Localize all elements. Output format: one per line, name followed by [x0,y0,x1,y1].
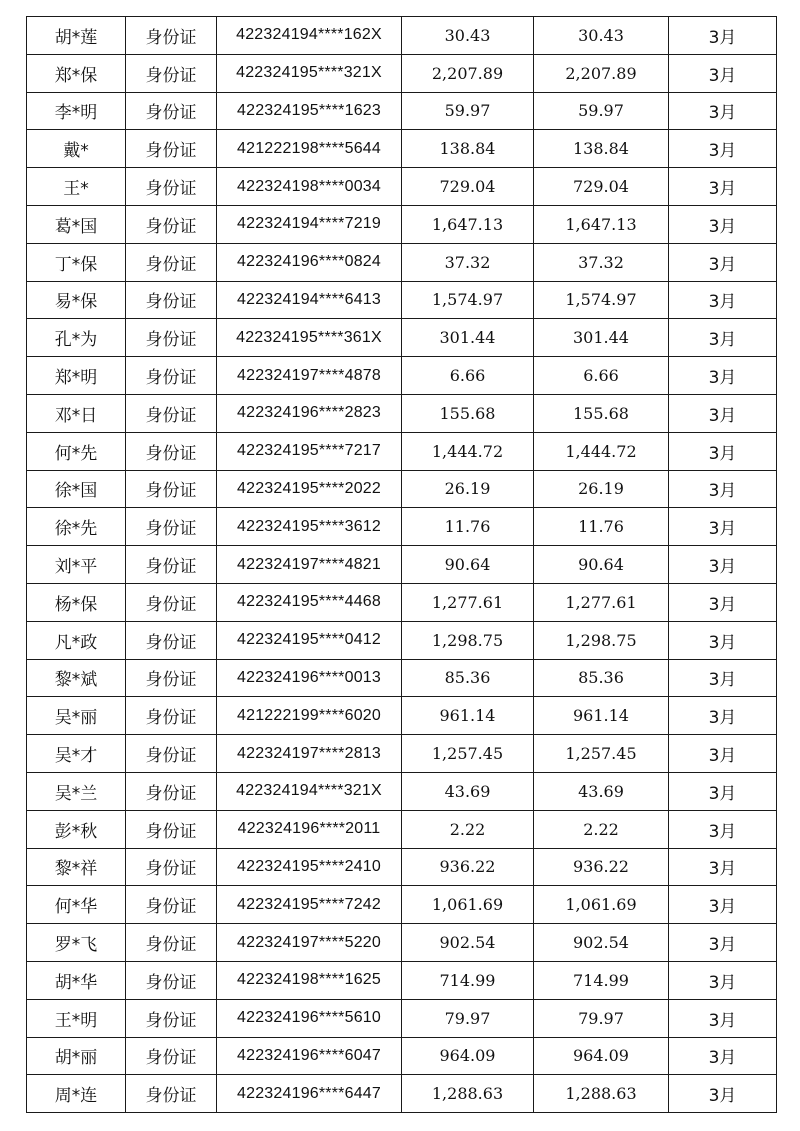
name-cell: 吴*才 [27,735,126,773]
table-row [27,92,777,130]
id-number-cell: 422324196****6047 [217,1037,402,1075]
name-cell: 黎*斌 [27,659,126,697]
amount-2-cell: 1,288.63 [534,1075,669,1113]
name-cell: 罗*飞 [27,924,126,962]
id-number-cell: 422324197****2813 [217,735,402,773]
table-row [27,1037,777,1075]
id-number-cell: 422324195****0412 [217,621,402,659]
name-cell: 刘*平 [27,546,126,584]
amount-1-cell: 902.54 [402,924,534,962]
amount-1-cell: 936.22 [402,848,534,886]
amount-2-cell: 30.43 [534,17,669,55]
id-number-cell: 422324195****321X [217,54,402,92]
id-number-cell: 422324194****321X [217,772,402,810]
month-cell: 3月 [669,961,777,999]
id-number-cell: 422324194****162X [217,17,402,55]
table-row [27,243,777,281]
month-cell: 3月 [669,886,777,924]
month-cell: 3月 [669,848,777,886]
name-cell: 王*明 [27,999,126,1037]
name-cell: 邓*日 [27,394,126,432]
name-cell: 王* [27,168,126,206]
table-row [27,659,777,697]
table-row [27,130,777,168]
amount-1-cell: 1,298.75 [402,621,534,659]
amount-1-cell: 43.69 [402,772,534,810]
records-table-body [27,17,777,1113]
id-type-cell: 身份证 [126,168,217,206]
amount-1-cell: 301.44 [402,319,534,357]
table-row [27,621,777,659]
id-number-cell: 422324197****5220 [217,924,402,962]
amount-2-cell: 37.32 [534,243,669,281]
table-row [27,546,777,584]
table-row [27,924,777,962]
month-cell: 3月 [669,583,777,621]
amount-2-cell: 1,444.72 [534,432,669,470]
id-type-cell: 身份证 [126,319,217,357]
id-number-cell: 422324195****361X [217,319,402,357]
amount-1-cell: 90.64 [402,546,534,584]
month-cell: 3月 [669,243,777,281]
id-number-cell: 422324195****2410 [217,848,402,886]
name-cell: 黎*祥 [27,848,126,886]
amount-1-cell: 59.97 [402,92,534,130]
amount-2-cell: 138.84 [534,130,669,168]
id-type-cell: 身份证 [126,394,217,432]
month-cell: 3月 [669,319,777,357]
month-cell: 3月 [669,735,777,773]
id-number-cell: 422324195****3612 [217,508,402,546]
amount-1-cell: 1,288.63 [402,1075,534,1113]
amount-2-cell: 1,257.45 [534,735,669,773]
id-type-cell: 身份证 [126,130,217,168]
id-number-cell: 422324197****4821 [217,546,402,584]
table-row [27,357,777,395]
amount-2-cell: 79.97 [534,999,669,1037]
name-cell: 郑*明 [27,357,126,395]
month-cell: 3月 [669,357,777,395]
amount-1-cell: 1,061.69 [402,886,534,924]
name-cell: 孔*为 [27,319,126,357]
month-cell: 3月 [669,621,777,659]
id-type-cell: 身份证 [126,54,217,92]
id-number-cell: 422324195****4468 [217,583,402,621]
table-row [27,17,777,55]
month-cell: 3月 [669,394,777,432]
name-cell: 何*华 [27,886,126,924]
month-cell: 3月 [669,205,777,243]
amount-2-cell: 964.09 [534,1037,669,1075]
amount-1-cell: 2.22 [402,810,534,848]
name-cell: 胡*丽 [27,1037,126,1075]
table-row [27,583,777,621]
table-row [27,810,777,848]
table-row [27,394,777,432]
id-type-cell: 身份证 [126,999,217,1037]
month-cell: 3月 [669,281,777,319]
name-cell: 易*保 [27,281,126,319]
month-cell: 3月 [669,508,777,546]
id-type-cell: 身份证 [126,205,217,243]
id-type-cell: 身份证 [126,735,217,773]
month-cell: 3月 [669,470,777,508]
amount-2-cell: 11.76 [534,508,669,546]
id-number-cell: 421222198****5644 [217,130,402,168]
id-type-cell: 身份证 [126,546,217,584]
amount-2-cell: 1,574.97 [534,281,669,319]
id-type-cell: 身份证 [126,1075,217,1113]
id-type-cell: 身份证 [126,848,217,886]
amount-2-cell: 2,207.89 [534,54,669,92]
amount-2-cell: 59.97 [534,92,669,130]
table-row [27,432,777,470]
month-cell: 3月 [669,999,777,1037]
table-row [27,470,777,508]
id-number-cell: 422324197****4878 [217,357,402,395]
id-type-cell: 身份证 [126,432,217,470]
table-row [27,961,777,999]
table-row [27,886,777,924]
name-cell: 丁*保 [27,243,126,281]
amount-1-cell: 11.76 [402,508,534,546]
id-number-cell: 422324195****7242 [217,886,402,924]
amount-2-cell: 729.04 [534,168,669,206]
id-type-cell: 身份证 [126,357,217,395]
id-type-cell: 身份证 [126,924,217,962]
id-type-cell: 身份证 [126,659,217,697]
table-row [27,735,777,773]
amount-1-cell: 2,207.89 [402,54,534,92]
amount-1-cell: 1,444.72 [402,432,534,470]
id-type-cell: 身份证 [126,92,217,130]
table-row [27,54,777,92]
amount-2-cell: 26.19 [534,470,669,508]
id-number-cell: 422324196****2011 [217,810,402,848]
amount-1-cell: 30.43 [402,17,534,55]
id-number-cell: 422324194****7219 [217,205,402,243]
amount-1-cell: 729.04 [402,168,534,206]
name-cell: 李*明 [27,92,126,130]
month-cell: 3月 [669,92,777,130]
id-number-cell: 422324196****2823 [217,394,402,432]
amount-2-cell: 1,647.13 [534,205,669,243]
amount-1-cell: 6.66 [402,357,534,395]
name-cell: 葛*国 [27,205,126,243]
name-cell: 郑*保 [27,54,126,92]
table-row [27,1075,777,1113]
id-number-cell: 422324196****0013 [217,659,402,697]
amount-1-cell: 1,574.97 [402,281,534,319]
id-type-cell: 身份证 [126,17,217,55]
amount-1-cell: 79.97 [402,999,534,1037]
id-number-cell: 422324195****2022 [217,470,402,508]
amount-2-cell: 2.22 [534,810,669,848]
name-cell: 胡*莲 [27,17,126,55]
amount-1-cell: 961.14 [402,697,534,735]
table-row [27,772,777,810]
id-type-cell: 身份证 [126,470,217,508]
id-number-cell: 422324198****0034 [217,168,402,206]
month-cell: 3月 [669,546,777,584]
amount-2-cell: 1,298.75 [534,621,669,659]
amount-2-cell: 902.54 [534,924,669,962]
amount-2-cell: 714.99 [534,961,669,999]
amount-2-cell: 301.44 [534,319,669,357]
id-type-cell: 身份证 [126,886,217,924]
id-number-cell: 422324194****6413 [217,281,402,319]
amount-2-cell: 1,277.61 [534,583,669,621]
amount-1-cell: 964.09 [402,1037,534,1075]
table-row [27,168,777,206]
month-cell: 3月 [669,924,777,962]
amount-1-cell: 1,257.45 [402,735,534,773]
amount-1-cell: 138.84 [402,130,534,168]
amount-2-cell: 936.22 [534,848,669,886]
id-type-cell: 身份证 [126,697,217,735]
amount-1-cell: 26.19 [402,470,534,508]
amount-1-cell: 1,277.61 [402,583,534,621]
id-number-cell: 422324195****7217 [217,432,402,470]
amount-2-cell: 6.66 [534,357,669,395]
table-row [27,697,777,735]
table-row [27,508,777,546]
id-number-cell: 421222199****6020 [217,697,402,735]
month-cell: 3月 [669,432,777,470]
amount-2-cell: 43.69 [534,772,669,810]
name-cell: 凡*政 [27,621,126,659]
name-cell: 何*先 [27,432,126,470]
amount-2-cell: 1,061.69 [534,886,669,924]
id-number-cell: 422324198****1625 [217,961,402,999]
id-number-cell: 422324196****6447 [217,1075,402,1113]
table-row [27,281,777,319]
id-number-cell: 422324196****0824 [217,243,402,281]
amount-1-cell: 1,647.13 [402,205,534,243]
table-row [27,848,777,886]
id-type-cell: 身份证 [126,1037,217,1075]
id-type-cell: 身份证 [126,961,217,999]
table-row [27,205,777,243]
amount-2-cell: 155.68 [534,394,669,432]
table-row [27,999,777,1037]
name-cell: 胡*华 [27,961,126,999]
id-type-cell: 身份证 [126,508,217,546]
id-number-cell: 422324196****5610 [217,999,402,1037]
amount-2-cell: 961.14 [534,697,669,735]
name-cell: 徐*国 [27,470,126,508]
id-type-cell: 身份证 [126,621,217,659]
month-cell: 3月 [669,1075,777,1113]
month-cell: 3月 [669,810,777,848]
id-type-cell: 身份证 [126,243,217,281]
id-type-cell: 身份证 [126,772,217,810]
name-cell: 戴* [27,130,126,168]
id-number-cell: 422324195****1623 [217,92,402,130]
month-cell: 3月 [669,772,777,810]
name-cell: 徐*先 [27,508,126,546]
amount-1-cell: 155.68 [402,394,534,432]
month-cell: 3月 [669,1037,777,1075]
month-cell: 3月 [669,54,777,92]
amount-1-cell: 85.36 [402,659,534,697]
table-row [27,319,777,357]
amount-1-cell: 37.32 [402,243,534,281]
id-type-cell: 身份证 [126,810,217,848]
name-cell: 周*连 [27,1075,126,1113]
name-cell: 吴*兰 [27,772,126,810]
month-cell: 3月 [669,130,777,168]
name-cell: 吴*丽 [27,697,126,735]
records-table [26,16,777,1113]
id-type-cell: 身份证 [126,583,217,621]
month-cell: 3月 [669,168,777,206]
amount-2-cell: 90.64 [534,546,669,584]
amount-1-cell: 714.99 [402,961,534,999]
name-cell: 彭*秋 [27,810,126,848]
id-type-cell: 身份证 [126,281,217,319]
amount-2-cell: 85.36 [534,659,669,697]
month-cell: 3月 [669,659,777,697]
month-cell: 3月 [669,697,777,735]
name-cell: 杨*保 [27,583,126,621]
month-cell: 3月 [669,17,777,55]
